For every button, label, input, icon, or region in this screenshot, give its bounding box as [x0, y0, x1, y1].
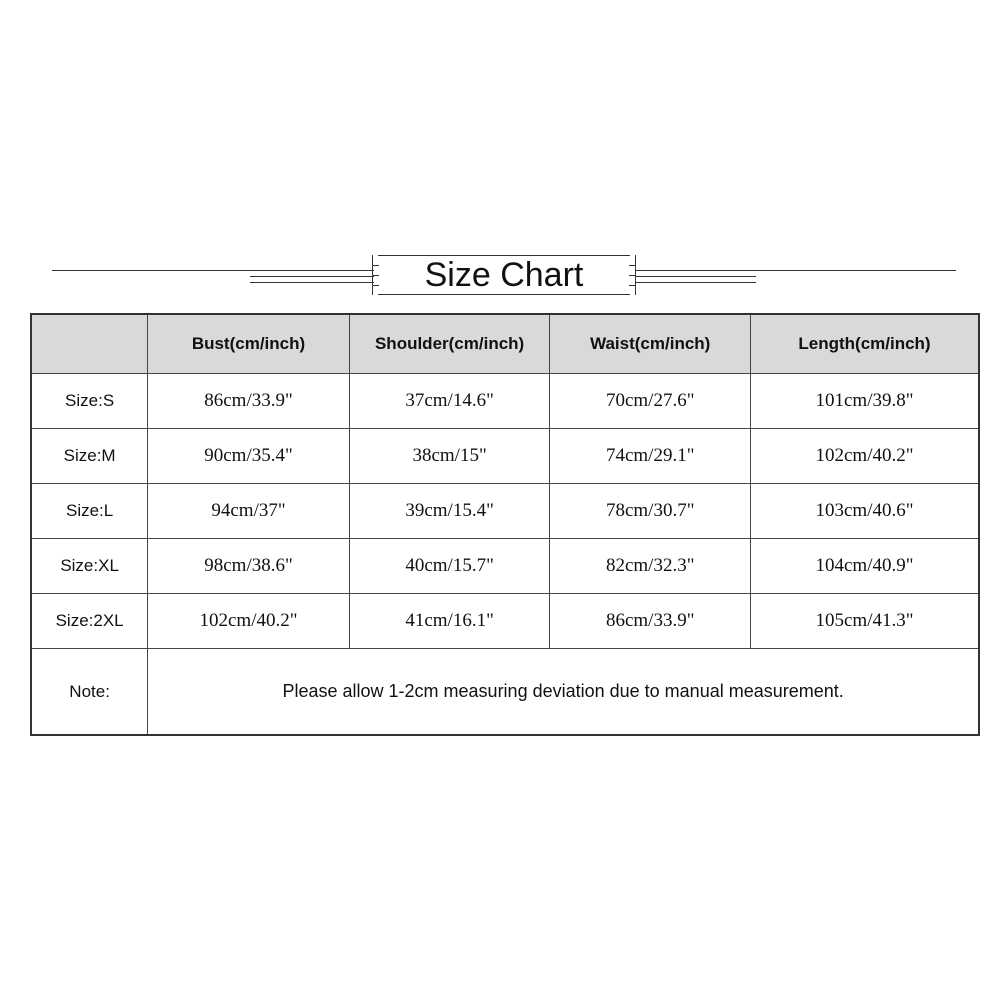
title-banner [0, 250, 1000, 300]
table-row [31, 429, 979, 484]
title-rule-right-3 [636, 282, 756, 283]
shoulder-value: 37cm/14.6" [349, 374, 550, 429]
size-label: Size:XL [31, 539, 148, 594]
size-label: Size:M [31, 429, 148, 484]
table-row [31, 539, 979, 594]
table-row [31, 374, 979, 429]
shoulder-value: 39cm/15.4" [349, 484, 550, 539]
header-cell-length: Length(cm/inch) [750, 314, 979, 374]
waist-value: 74cm/29.1" [550, 429, 751, 484]
header-cell-bust: Bust(cm/inch) [148, 314, 350, 374]
bust-value: 102cm/40.2" [148, 594, 350, 649]
waist-value: 70cm/27.6" [550, 374, 751, 429]
length-value: 104cm/40.9" [750, 539, 979, 594]
waist-value: 82cm/32.3" [550, 539, 751, 594]
bust-value: 86cm/33.9" [148, 374, 350, 429]
length-value: 105cm/41.3" [750, 594, 979, 649]
bust-value: 94cm/37" [148, 484, 350, 539]
shoulder-value: 40cm/15.7" [349, 539, 550, 594]
header-cell-blank [31, 314, 148, 374]
size-chart-table [30, 313, 980, 736]
size-label: Size:L [31, 484, 148, 539]
note-row [31, 649, 979, 736]
header-cell-shoulder: Shoulder(cm/inch) [349, 314, 550, 374]
length-value: 101cm/39.8" [750, 374, 979, 429]
title-rule-left-2 [250, 276, 374, 277]
table-row [31, 484, 979, 539]
shoulder-value: 38cm/15" [349, 429, 550, 484]
note-label: Note: [31, 649, 148, 736]
header-cell-waist: Waist(cm/inch) [550, 314, 751, 374]
title-box [372, 255, 636, 295]
header-row [31, 314, 979, 374]
size-label: Size:2XL [31, 594, 148, 649]
title-rule-right-2 [636, 276, 756, 277]
waist-value: 78cm/30.7" [550, 484, 751, 539]
note-text: Please allow 1-2cm measuring deviation due to manual measurement. [148, 649, 979, 736]
title-rule-left-3 [250, 282, 374, 283]
size-label: Size:S [31, 374, 148, 429]
waist-value: 86cm/33.9" [550, 594, 751, 649]
page-title: Size Chart [424, 255, 584, 294]
length-value: 102cm/40.2" [750, 429, 979, 484]
bust-value: 90cm/35.4" [148, 429, 350, 484]
title-rule-left-1 [52, 270, 374, 271]
length-value: 103cm/40.6" [750, 484, 979, 539]
bust-value: 98cm/38.6" [148, 539, 350, 594]
table-row [31, 594, 979, 649]
shoulder-value: 41cm/16.1" [349, 594, 550, 649]
title-rule-right-1 [636, 270, 956, 271]
